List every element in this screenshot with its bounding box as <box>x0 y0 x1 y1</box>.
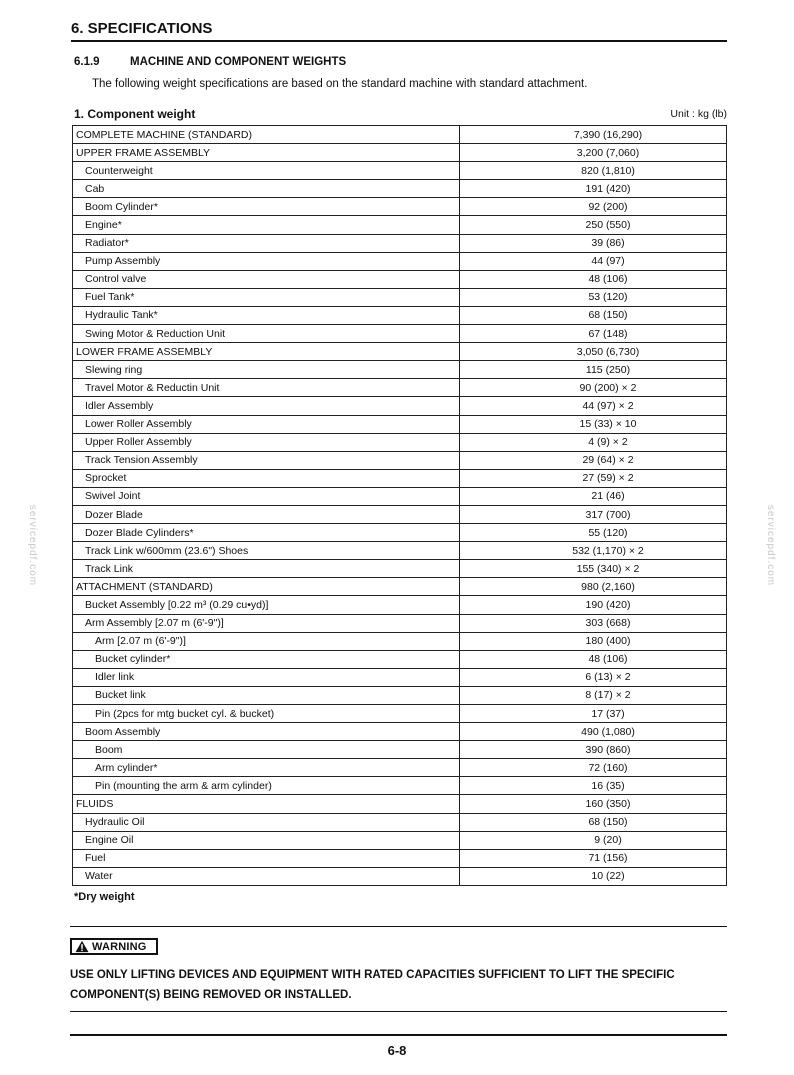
table-unit: Unit : kg (lb) <box>670 108 727 120</box>
table-row <box>73 560 727 578</box>
table-body <box>73 126 727 886</box>
component-weight-cell: 71 (156) <box>460 849 727 867</box>
component-weight-cell: 6 (13) × 2 <box>460 668 727 686</box>
component-name-cell: Upper Roller Assembly <box>73 433 460 451</box>
component-name-cell: Track Tension Assembly <box>73 451 460 469</box>
component-name-cell: Slewing ring <box>73 361 460 379</box>
table-row <box>73 650 727 668</box>
component-weight-cell: 48 (106) <box>460 270 727 288</box>
component-weight-cell: 68 (150) <box>460 306 727 324</box>
component-name-cell: Pump Assembly <box>73 252 460 270</box>
intro-text: The following weight specifications are based on the standard machine with standard attachment. <box>92 78 588 90</box>
table-row <box>73 288 727 306</box>
component-name-cell: Sprocket <box>73 469 460 487</box>
component-name-cell: Hydraulic Oil <box>73 813 460 831</box>
component-name-cell: LOWER FRAME ASSEMBLY <box>73 343 460 361</box>
component-name-cell: Dozer Blade <box>73 505 460 523</box>
component-weight-cell: 92 (200) <box>460 198 727 216</box>
table-row <box>73 306 727 324</box>
component-name-cell: Lower Roller Assembly <box>73 415 460 433</box>
table-row <box>73 361 727 379</box>
component-name-cell: Swing Motor & Reduction Unit <box>73 325 460 343</box>
component-weight-cell: 53 (120) <box>460 288 727 306</box>
component-weight-cell: 180 (400) <box>460 632 727 650</box>
component-name-cell: Track Link w/600mm (23.6") Shoes <box>73 542 460 560</box>
component-weight-cell: 8 (17) × 2 <box>460 686 727 704</box>
component-weight-cell: 9 (20) <box>460 831 727 849</box>
component-weight-cell: 29 (64) × 2 <box>460 451 727 469</box>
component-name-cell: Water <box>73 867 460 885</box>
component-weight-cell: 390 (860) <box>460 741 727 759</box>
component-weight-cell: 68 (150) <box>460 813 727 831</box>
component-name-cell: Dozer Blade Cylinders* <box>73 524 460 542</box>
section-title: MACHINE AND COMPONENT WEIGHTS <box>130 56 347 68</box>
component-weight-cell: 44 (97) <box>460 252 727 270</box>
table-row <box>73 777 727 795</box>
table-row <box>73 741 727 759</box>
table-row <box>73 379 727 397</box>
table-row <box>73 469 727 487</box>
table-row <box>73 542 727 560</box>
table-row <box>73 867 727 885</box>
table-row <box>73 433 727 451</box>
warning-label: WARNING <box>92 940 147 953</box>
component-weight-cell: 39 (86) <box>460 234 727 252</box>
component-name-cell: Bucket Assembly [0.22 m³ (0.29 cu•yd)] <box>73 596 460 614</box>
table-row <box>73 144 727 162</box>
component-name-cell: Swivel Joint <box>73 487 460 505</box>
table-row <box>73 759 727 777</box>
component-name-cell: Boom Assembly <box>73 723 460 741</box>
component-weight-cell: 44 (97) × 2 <box>460 397 727 415</box>
component-name-cell: FLUIDS <box>73 795 460 813</box>
table-row <box>73 686 727 704</box>
component-weight-cell: 317 (700) <box>460 505 727 523</box>
table-row <box>73 813 727 831</box>
table-row <box>73 795 727 813</box>
table-row <box>73 325 727 343</box>
component-name-cell: Engine Oil <box>73 831 460 849</box>
component-name-cell: COMPLETE MACHINE (STANDARD) <box>73 126 460 144</box>
warning-triangle-icon <box>74 940 90 953</box>
warning-badge <box>70 938 158 955</box>
table-row <box>73 632 727 650</box>
table-row <box>73 578 727 596</box>
component-weight-cell: 17 (37) <box>460 705 727 723</box>
component-weight-cell: 532 (1,170) × 2 <box>460 542 727 560</box>
component-name-cell: Idler Assembly <box>73 397 460 415</box>
table-row <box>73 668 727 686</box>
component-name-cell: Pin (2pcs for mtg bucket cyl. & bucket) <box>73 705 460 723</box>
component-weight-cell: 490 (1,080) <box>460 723 727 741</box>
component-name-cell: Arm Assembly [2.07 m (6'-9")] <box>73 614 460 632</box>
table-row <box>73 723 727 741</box>
component-name-cell: Travel Motor & Reductin Unit <box>73 379 460 397</box>
component-name-cell: Radiator* <box>73 234 460 252</box>
component-name-cell: Bucket link <box>73 686 460 704</box>
watermark-left: servicepdf.com <box>27 504 39 587</box>
component-weight-cell: 21 (46) <box>460 487 727 505</box>
component-weight-cell: 160 (350) <box>460 795 727 813</box>
component-name-cell: Engine* <box>73 216 460 234</box>
component-weight-cell: 155 (340) × 2 <box>460 560 727 578</box>
component-weight-cell: 191 (420) <box>460 180 727 198</box>
table-row <box>73 849 727 867</box>
component-weight-cell: 3,200 (7,060) <box>460 144 727 162</box>
component-weight-cell: 980 (2,160) <box>460 578 727 596</box>
component-name-cell: Hydraulic Tank* <box>73 306 460 324</box>
component-weight-cell: 55 (120) <box>460 524 727 542</box>
section-heading <box>74 56 346 68</box>
component-weight-cell: 67 (148) <box>460 325 727 343</box>
component-name-cell: ATTACHMENT (STANDARD) <box>73 578 460 596</box>
component-name-cell: Track Link <box>73 560 460 578</box>
component-name-cell: Pin (mounting the arm & arm cylinder) <box>73 777 460 795</box>
component-name-cell: Bucket cylinder* <box>73 650 460 668</box>
component-name-cell: Control valve <box>73 270 460 288</box>
component-name-cell: UPPER FRAME ASSEMBLY <box>73 144 460 162</box>
warning-text: USE ONLY LIFTING DEVICES AND EQUIPMENT WITH RATED CAPACITIES SUFFICIENT TO LIFT THE SPECIFIC COMPONENT(S) BEING REMOVED OR INSTALLED. <box>70 969 675 1001</box>
component-weight-cell: 250 (550) <box>460 216 727 234</box>
component-weight-cell: 4 (9) × 2 <box>460 433 727 451</box>
component-name-cell: Arm [2.07 m (6'-9")] <box>73 632 460 650</box>
table-row <box>73 705 727 723</box>
component-weight-cell: 190 (420) <box>460 596 727 614</box>
component-weight-cell: 72 (160) <box>460 759 727 777</box>
table-row <box>73 596 727 614</box>
table-row <box>73 126 727 144</box>
table-row <box>73 234 727 252</box>
table-header <box>72 107 727 123</box>
component-weight-cell: 3,050 (6,730) <box>460 343 727 361</box>
page-number: 6-8 <box>387 1043 407 1058</box>
divider <box>70 926 727 927</box>
component-weight-cell: 48 (106) <box>460 650 727 668</box>
table-row <box>73 487 727 505</box>
component-name-cell: Idler link <box>73 668 460 686</box>
component-weight-cell: 7,390 (16,290) <box>460 126 727 144</box>
component-weight-cell: 90 (200) × 2 <box>460 379 727 397</box>
component-name-cell: Arm cylinder* <box>73 759 460 777</box>
component-weight-cell: 115 (250) <box>460 361 727 379</box>
component-name-cell: Fuel <box>73 849 460 867</box>
component-weight-cell: 15 (33) × 10 <box>460 415 727 433</box>
component-name-cell: Boom <box>73 741 460 759</box>
table-row <box>73 451 727 469</box>
component-name-cell: Boom Cylinder* <box>73 198 460 216</box>
component-weight-cell: 27 (59) × 2 <box>460 469 727 487</box>
component-weight-cell: 16 (35) <box>460 777 727 795</box>
component-weight-cell: 10 (22) <box>460 867 727 885</box>
footer-rule <box>70 1034 727 1036</box>
section-number: 6.1.9 <box>74 56 100 68</box>
table-row <box>73 831 727 849</box>
table-row <box>73 397 727 415</box>
component-weight-table <box>72 125 727 886</box>
component-name-cell: Counterweight <box>73 162 460 180</box>
page-header <box>71 20 727 42</box>
table-row <box>73 343 727 361</box>
component-name-cell: Fuel Tank* <box>73 288 460 306</box>
component-weight-cell: 303 (668) <box>460 614 727 632</box>
table-row <box>73 252 727 270</box>
component-weight-cell: 820 (1,810) <box>460 162 727 180</box>
page-header-title: 6. SPECIFICATIONS <box>71 20 213 37</box>
divider <box>70 1011 727 1012</box>
table-row <box>73 162 727 180</box>
table-row <box>73 198 727 216</box>
table-row <box>73 270 727 288</box>
table-row <box>73 415 727 433</box>
table-row <box>73 505 727 523</box>
table-row <box>73 524 727 542</box>
watermark-right: servicepdf.com <box>765 504 777 587</box>
table-row <box>73 216 727 234</box>
table-row <box>73 180 727 198</box>
component-name-cell: Cab <box>73 180 460 198</box>
table-row <box>73 614 727 632</box>
table-title: 1. Component weight <box>74 107 196 121</box>
dry-weight-note: *Dry weight <box>74 891 135 903</box>
